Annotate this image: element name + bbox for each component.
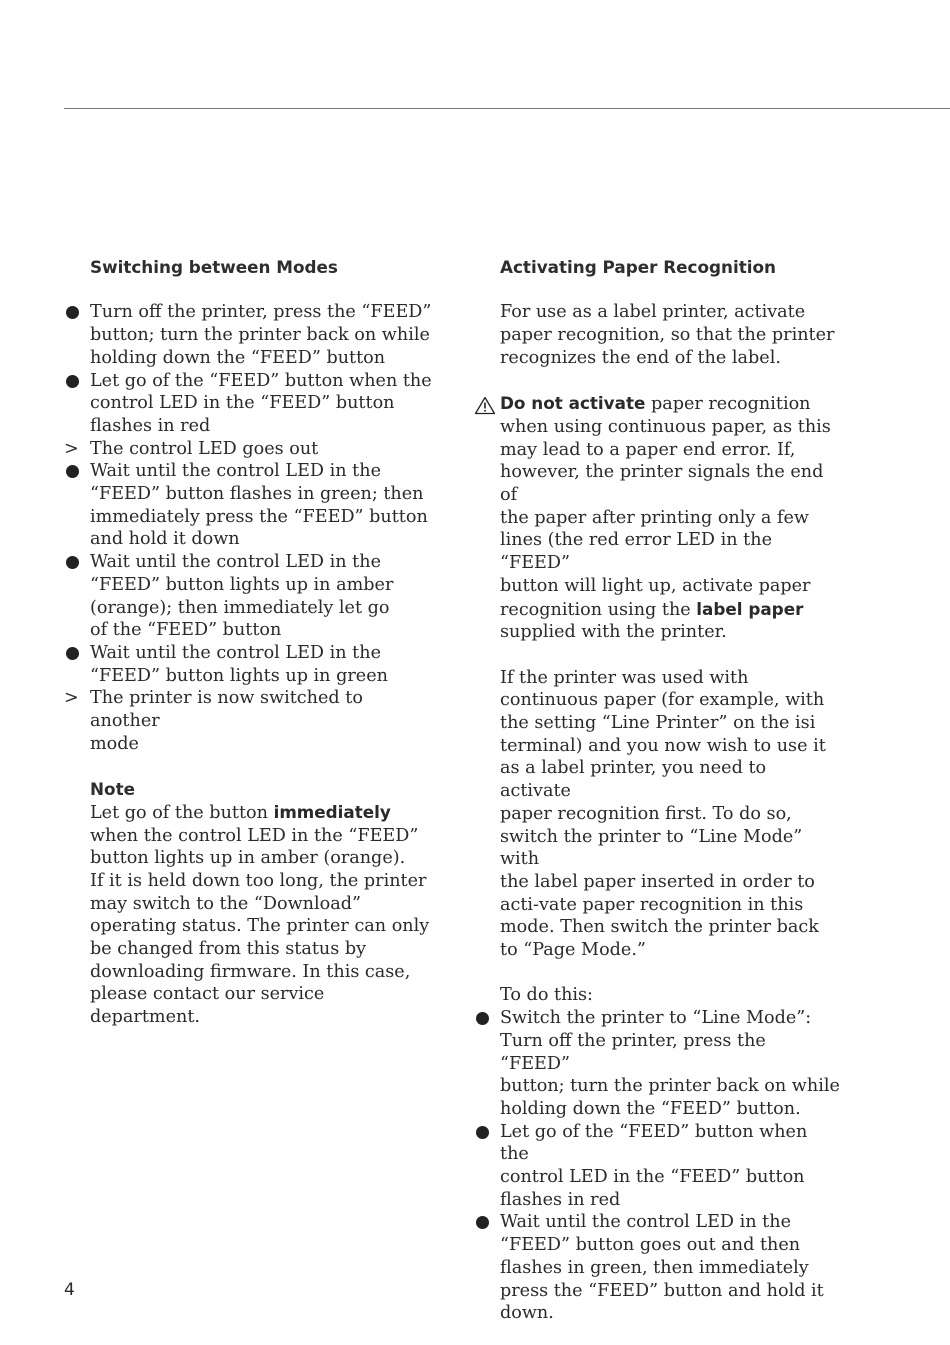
result-item: > The control LED goes out (64, 438, 319, 459)
section-heading-paper-recognition: Activating Paper Recognition (500, 257, 776, 277)
section-heading-switching-modes: Switching between Modes (90, 257, 338, 277)
todo-label: To do this: (500, 985, 593, 1006)
step-item: Wait until the control LED in the “FEED” button lights up in green (90, 642, 435, 687)
step-item: Let go of the “FEED” button when the control LED in the “FEED” button flashes in red (90, 370, 435, 438)
emphasis-label-paper: label paper (696, 598, 804, 619)
step-item: Let go of the “FEED” button when the control LED in the “FEED” button flashes in red (500, 1121, 840, 1212)
step-item: Turn off the printer, press the “FEED” button; turn the printer back on while holding down the “FEED” button (90, 301, 435, 369)
line-mode-paragraph: If the printer was used with continuous paper (for example, with the setting “Line Printer” on the isi terminal) and you now wish to use it as a label printer, you need to activate paper recognition first. To do so, switch the printer to “Line Mode” with the label paper inserted in order to acti-vate paper recognition in this mode. Then switch the printer back to “Page Mode.” (500, 667, 826, 961)
note-block (90, 778, 435, 1029)
top-rule (64, 108, 950, 109)
emphasis-do-not-activate: Do not activate (500, 393, 646, 414)
warning-block (500, 392, 840, 644)
page-number: 4 (64, 1280, 75, 1300)
note-text: Let go of the button immediately when the control LED in the “FEED” button lights up in amber (orange). If it is held down too long, the printer may switch to the “Download” operating status. The printer can only be changed from this status by downloading firmware. In this case, please contact our service department. (90, 801, 430, 1028)
note-title: Note (90, 779, 135, 800)
step-item: Wait until the control LED in the “FEED” button goes out and then flashes in green, then immediately press the “FEED” button and hold it down. (500, 1211, 840, 1325)
left-column (64, 256, 435, 1029)
right-column (500, 256, 840, 1325)
step-item: Switch the printer to “Line Mode”: Turn off the printer, press the “FEED” button; turn the printer back on while holding down the “FEED” button. (500, 1008, 840, 1119)
warning-text: Do not activate paper recognition when using continuous paper, as this may lead to a paper end error. If, however, the printer signals the end of the paper after printing only a few lines (the red error LED in the “FEED” button will light up, activate paper recognition using the label paper supplied with the printer. (500, 393, 831, 643)
result-marker: > (64, 688, 79, 709)
result-item: > The printer is now switched to another mode (64, 688, 363, 754)
step-item: Wait until the control LED in the “FEED” button flashes in green; then immediately press the “FEED” button and hold it down (90, 460, 435, 551)
warning-triangle-icon (474, 396, 496, 415)
step-item: Wait until the control LED in the “FEED” button lights up in amber (orange); then immediately let go of the “FEED” button (90, 551, 435, 642)
emphasis-immediately: immediately (273, 801, 391, 822)
result-marker: > (64, 438, 79, 459)
intro-paragraph: For use as a label printer, activate paper recognition, so that the printer recognizes the end of the label. (500, 302, 835, 368)
